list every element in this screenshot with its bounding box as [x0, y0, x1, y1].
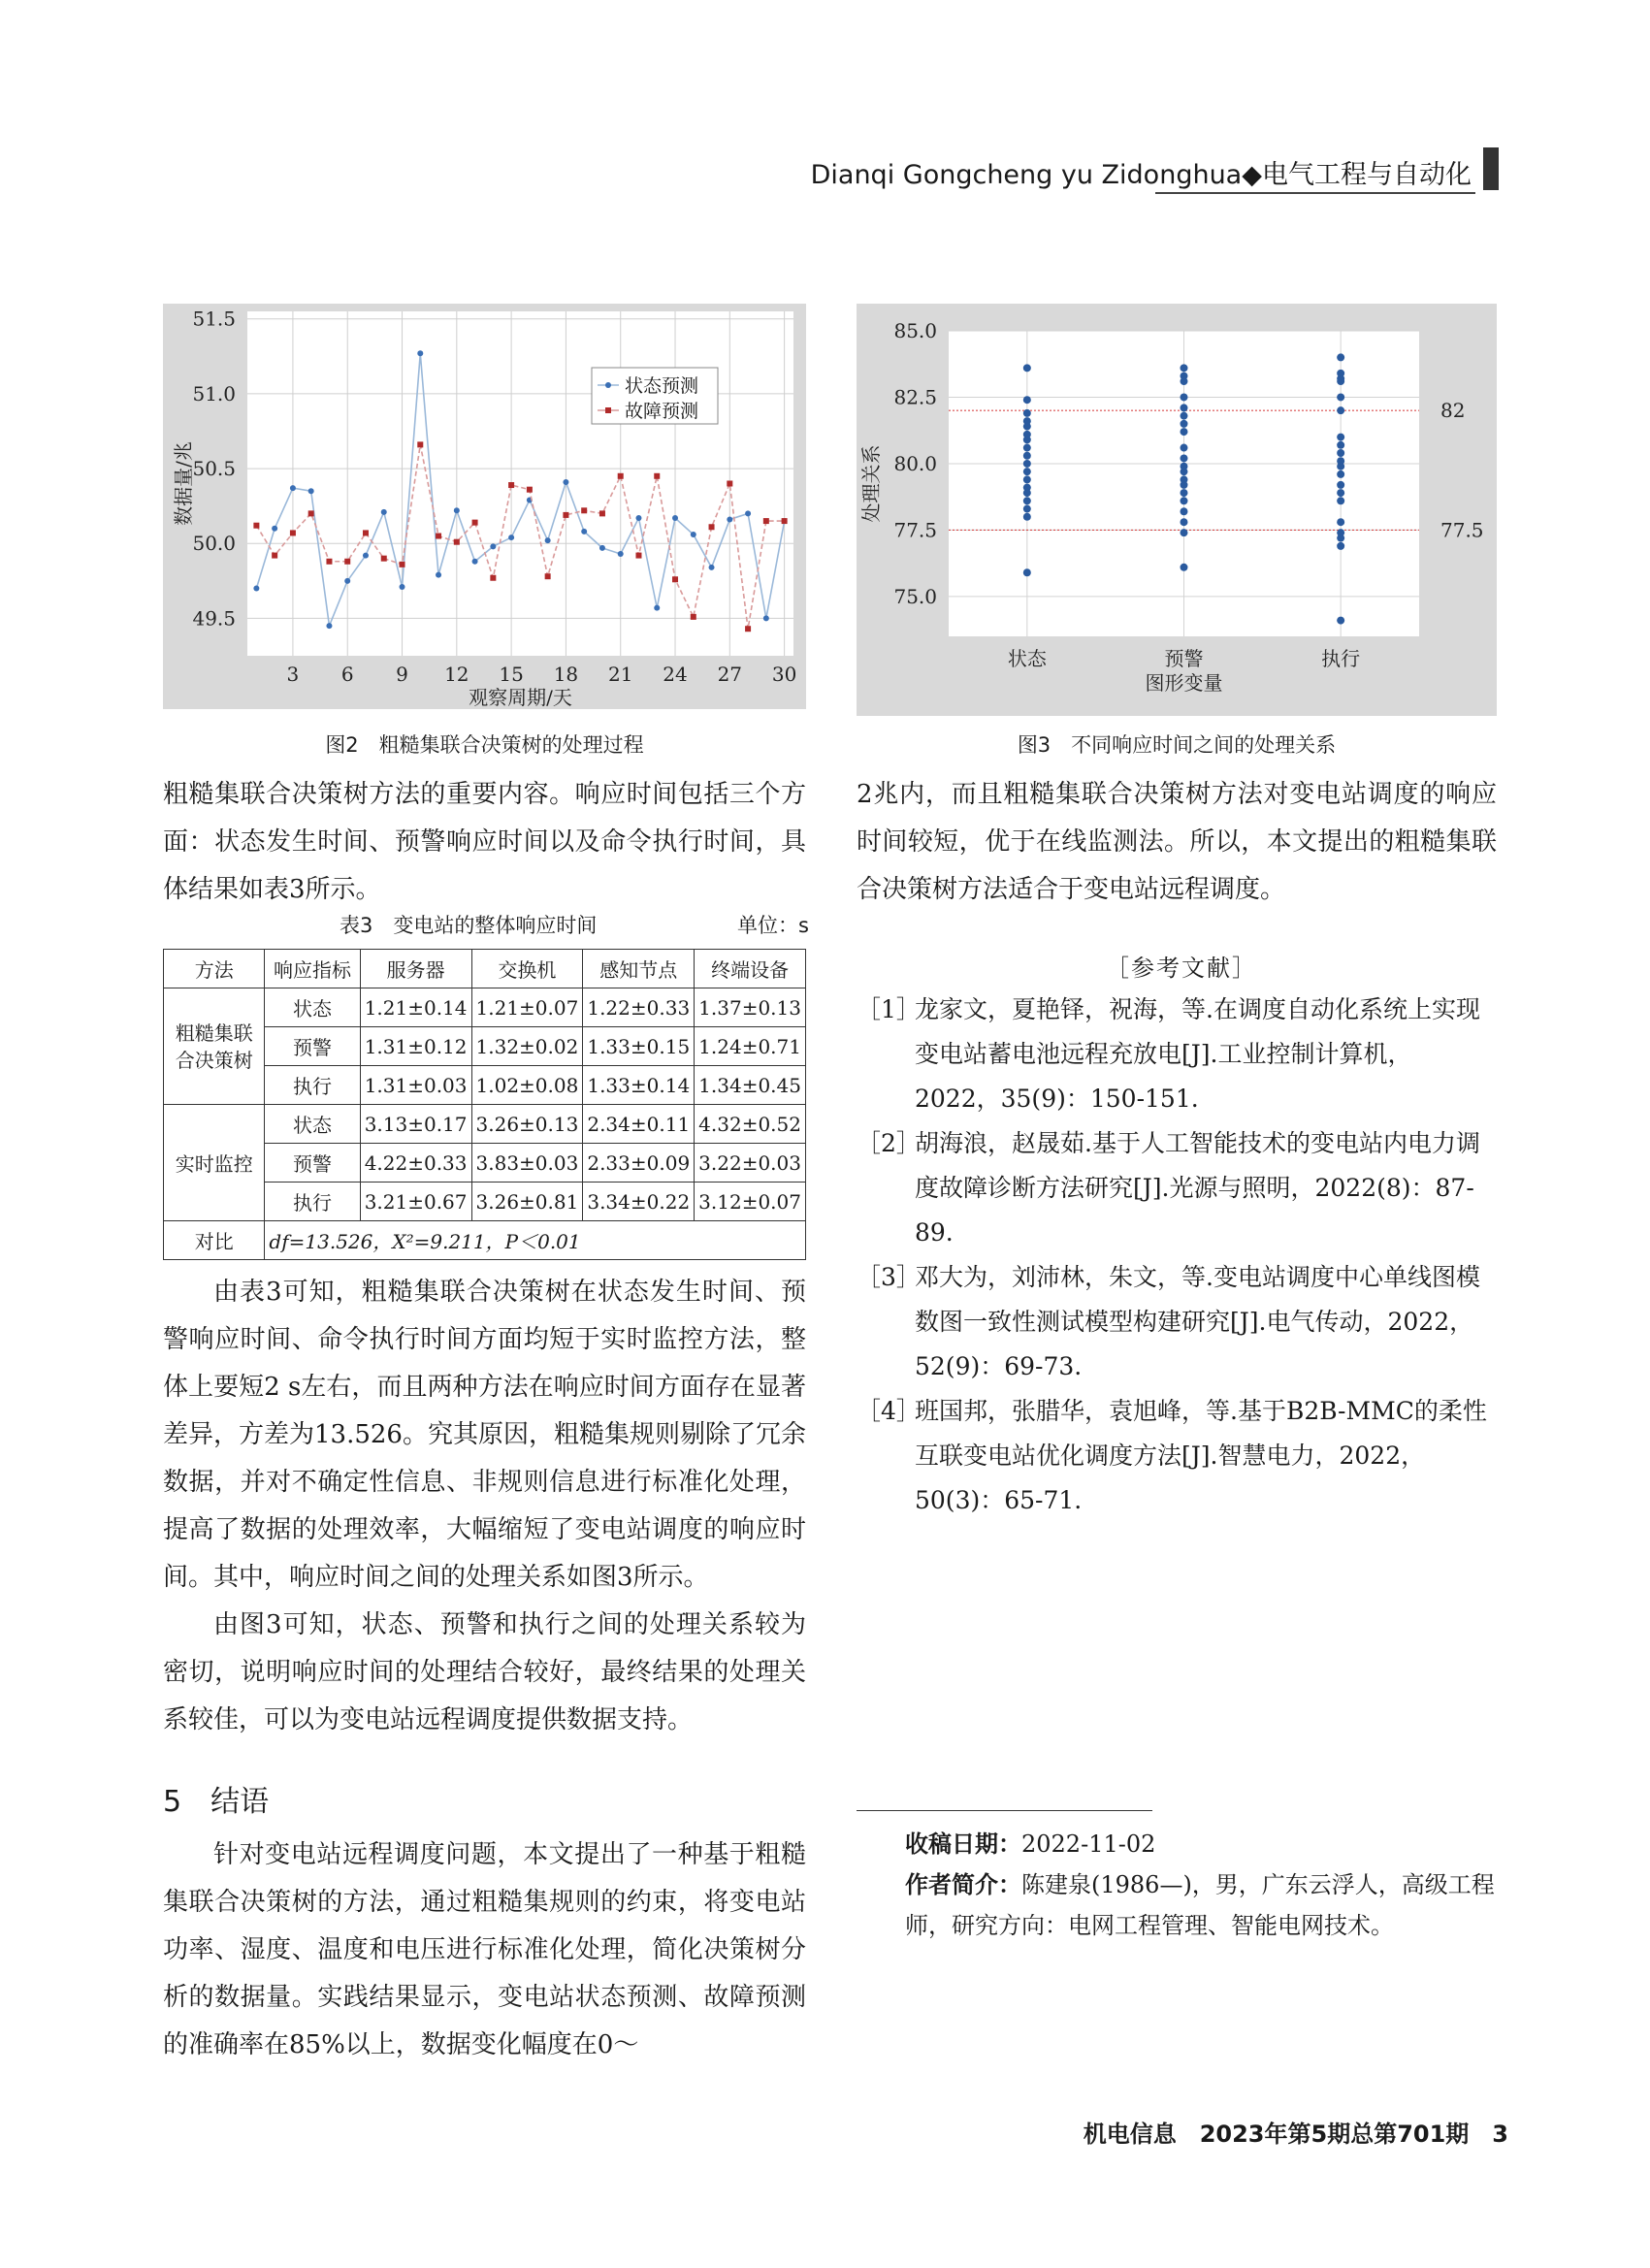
footnote — [905, 1824, 1497, 1946]
y-tick-label: 50.5 — [192, 457, 236, 481]
data-point — [1181, 393, 1188, 401]
data-point — [1337, 449, 1344, 457]
col1-paragraph-1 — [163, 771, 806, 914]
data-point — [1337, 463, 1344, 470]
data-point — [727, 481, 732, 487]
data-point — [1337, 518, 1344, 526]
x-tick-label: 30 — [771, 663, 797, 686]
table-cell: 预警 — [265, 1027, 360, 1066]
paragraph: 针对变电站远程调度问题，本文提出了一种基于粗糙集联合决策树的方法，通过粗糙集规则的约束，将变电站功率、湿度、温度和电压进行标准化处理，简化决策树分析的数据量。实践结果显示，变电站状态预测、故障预测的准确率在85%以上，数据变化幅度在0～ — [163, 1840, 806, 2059]
data-point — [1337, 497, 1344, 504]
data-point — [1023, 423, 1031, 431]
table-cell: 执行 — [265, 1066, 360, 1105]
data-point — [691, 532, 696, 537]
data-point — [1337, 353, 1344, 361]
method-cell: 实时监控 — [164, 1105, 265, 1221]
data-point — [1337, 434, 1344, 441]
journal-pinyin: Dianqi Gongcheng yu Zidonghua — [810, 160, 1243, 190]
data-point — [508, 482, 514, 488]
data-point — [672, 515, 678, 521]
data-point — [654, 473, 660, 479]
legend-label: 状态预测 — [625, 375, 699, 397]
table-cell: 2.34±0.11 — [583, 1105, 695, 1144]
data-point — [1023, 475, 1031, 483]
data-point — [290, 485, 296, 491]
author-label: 作者简介： — [905, 1871, 1021, 1898]
y-tick-label: 50.0 — [192, 532, 236, 556]
data-point — [727, 517, 732, 523]
figure-2 — [163, 304, 806, 709]
data-point — [599, 510, 605, 516]
data-point — [1337, 441, 1344, 449]
figure-2-caption: 图2 粗糙集联合决策树的处理过程 — [325, 733, 644, 757]
table-cell: 状态 — [265, 988, 360, 1027]
reference-text: 邓大为，刘沛林，朱文，等.变电站调度中心单线图模数图一致性测试模型构建研究[J].电气传动，2022，52(9)：69-73. — [915, 1263, 1480, 1380]
data-point — [1181, 489, 1188, 497]
data-point — [763, 615, 769, 621]
data-point — [545, 573, 551, 579]
data-point — [1023, 460, 1031, 468]
y-tick-label: 82.5 — [893, 385, 937, 409]
data-point — [1337, 393, 1344, 401]
data-point — [344, 578, 350, 584]
reference-text: 龙家文，夏艳铎，祝海，等.在调度自动化系统上实现变电站蓄电池远程充放电[J].工业控制计算机，2022，35(9)：150-151. — [915, 995, 1480, 1113]
data-point — [381, 556, 387, 562]
table-cell: 1.24±0.71 — [695, 1027, 806, 1066]
data-point — [563, 479, 568, 485]
table-row — [164, 1105, 806, 1144]
received-label: 收稿日期： — [905, 1831, 1021, 1858]
table-cell: 3.26±0.81 — [471, 1183, 583, 1221]
table-cell: 状态 — [265, 1105, 360, 1144]
references-title: ［参考文献］ — [1106, 955, 1257, 982]
page-footer: 机电信息 2023年第5期总第701期 3 — [1083, 2121, 1508, 2148]
x-axis-label: 图形变量 — [1145, 671, 1223, 695]
table-header-row — [164, 950, 806, 988]
data-point — [1181, 454, 1188, 462]
received-value: 2022-11-02 — [1021, 1831, 1156, 1858]
data-point — [635, 515, 641, 521]
table-3 — [163, 949, 806, 1260]
table-cell: 3.22±0.03 — [695, 1144, 806, 1183]
x-tick-label: 18 — [553, 663, 579, 686]
table-header: 终端设备 — [695, 950, 806, 988]
y-tick-label: 80.0 — [893, 451, 937, 475]
table-cell: 1.21±0.07 — [471, 988, 583, 1027]
x-tick-label: 执行 — [1321, 647, 1361, 670]
compare-value: df=13.526，X²=9.211，P＜0.01 — [265, 1221, 806, 1260]
data-point — [527, 487, 533, 493]
paragraph: 2兆内，而且粗糙集联合决策树方法对变电站调度的响应时间较短，优于在线监测法。所以，本文提出的粗糙集联合决策树方法适合于变电站远程调度。 — [857, 780, 1497, 904]
fig2-chart — [163, 304, 806, 709]
data-point — [253, 523, 259, 529]
y-tick-label: 77.5 — [893, 518, 937, 542]
data-point — [436, 572, 441, 578]
footnote-rule — [857, 1810, 1152, 1811]
header-rule — [1155, 192, 1475, 194]
table-cell: 3.12±0.07 — [695, 1183, 806, 1221]
table-cell: 3.83±0.03 — [471, 1144, 583, 1183]
data-point — [472, 520, 478, 526]
reference-item — [857, 988, 1497, 1121]
references — [857, 988, 1497, 1523]
data-point — [490, 543, 496, 549]
data-point — [326, 559, 332, 565]
data-point — [1181, 564, 1188, 571]
table-3-caption: 表3 变电站的整体响应时间 — [340, 914, 598, 937]
data-point — [1023, 505, 1031, 513]
data-point — [508, 535, 514, 540]
received-date — [905, 1824, 1497, 1864]
reference-label: 82 — [1440, 399, 1466, 423]
table-header: 感知节点 — [583, 950, 695, 988]
data-point — [654, 605, 660, 611]
x-tick-label: 24 — [663, 663, 688, 686]
data-point — [308, 488, 314, 494]
table-cell: 1.31±0.12 — [360, 1027, 471, 1066]
paragraph: 粗糙集联合决策树方法的重要内容。响应时间包括三个方面：状态发生时间、预警响应时间以及命令执行时间，具体结果如表3所示。 — [163, 780, 806, 904]
reference-text: 班国邦，张腊华，袁旭峰，等.基于B2B-MMC的柔性互联变电站优化调度方法[J].智慧电力，2022，50(3)：65-71. — [915, 1397, 1487, 1514]
table-cell: 2.33±0.09 — [583, 1144, 695, 1183]
data-point — [1181, 481, 1188, 489]
data-point — [618, 473, 624, 479]
reference-item — [857, 1255, 1497, 1389]
plot-area — [247, 311, 793, 656]
data-point — [1337, 489, 1344, 497]
data-point — [454, 507, 460, 513]
x-tick-label: 6 — [340, 663, 354, 686]
data-point — [1181, 404, 1188, 411]
data-point — [672, 576, 678, 582]
table-header: 响应指标 — [265, 950, 360, 988]
table-cell: 1.32±0.02 — [471, 1027, 583, 1066]
data-point — [635, 553, 641, 559]
data-point — [1023, 452, 1031, 460]
x-tick-label: 15 — [499, 663, 524, 686]
data-point — [1181, 428, 1188, 436]
reference-number: ［3］ — [857, 1263, 921, 1291]
data-point — [472, 559, 478, 565]
data-point — [1023, 364, 1031, 372]
reference-item — [857, 1121, 1497, 1255]
y-axis-label: 数据量/兆 — [172, 441, 195, 526]
col1-paragraph-3 — [163, 1831, 806, 2069]
x-tick-label: 预警 — [1164, 647, 1204, 670]
legend-marker — [605, 382, 611, 388]
table-row — [164, 1221, 806, 1260]
x-tick-label: 12 — [444, 663, 469, 686]
y-tick-label: 51.5 — [192, 307, 236, 331]
x-tick-label: 9 — [396, 663, 408, 686]
data-point — [1023, 489, 1031, 497]
data-point — [308, 510, 314, 516]
data-point — [290, 530, 296, 535]
fig3-chart — [857, 304, 1497, 716]
data-point — [1181, 518, 1188, 526]
reference-number: ［1］ — [857, 995, 921, 1023]
data-point — [381, 509, 387, 515]
x-tick-label: 状态 — [1007, 647, 1047, 670]
paragraph: 由图3可知，状态、预警和执行之间的处理关系较为密切，说明响应时间的处理结合较好，最终结果的处理关系较佳，可以为变电站远程调度提供数据支持。 — [163, 1610, 806, 1734]
figure-3-caption: 图3 不同响应时间之间的处理关系 — [1017, 733, 1337, 757]
section-title: 结语 — [210, 1785, 270, 1819]
author-bio — [905, 1864, 1497, 1946]
table-cell: 1.37±0.13 — [695, 988, 806, 1027]
data-point — [1337, 542, 1344, 550]
y-tick-label: 49.5 — [192, 606, 236, 631]
table-header: 交换机 — [471, 950, 583, 988]
data-point — [1337, 617, 1344, 625]
data-point — [1337, 406, 1344, 414]
data-point — [618, 551, 624, 557]
data-point — [1181, 507, 1188, 515]
data-point — [1023, 568, 1031, 576]
data-point — [691, 614, 696, 620]
table-cell: 1.34±0.45 — [695, 1066, 806, 1105]
data-point — [545, 537, 551, 543]
table-cell: 3.34±0.22 — [583, 1183, 695, 1221]
data-point — [1181, 497, 1188, 504]
data-point — [1023, 396, 1031, 404]
x-tick-label: 21 — [607, 663, 633, 686]
data-point — [436, 534, 441, 539]
table-cell: 1.21±0.14 — [360, 988, 471, 1027]
y-tick-label: 75.0 — [893, 584, 937, 608]
data-point — [1337, 377, 1344, 385]
legend-label: 故障预测 — [625, 401, 699, 422]
diamond-icon: ◆ — [1242, 160, 1262, 190]
section-heading — [163, 1777, 269, 1820]
data-point — [1181, 468, 1188, 475]
data-point — [581, 507, 587, 513]
reference-text: 胡海浪，赵晟茹.基于人工智能技术的变电站内电力调度故障诊断方法研究[J].光源与照明，2022(8)：87-89. — [915, 1129, 1480, 1247]
data-point — [417, 350, 423, 356]
data-point — [326, 623, 332, 629]
data-point — [1181, 444, 1188, 452]
table-row — [164, 988, 806, 1027]
data-point — [454, 539, 460, 545]
table-header: 方法 — [164, 950, 265, 988]
y-axis-label: 处理关系 — [859, 444, 883, 523]
reference-label: 77.5 — [1440, 518, 1484, 542]
y-tick-label: 51.0 — [192, 381, 236, 405]
x-axis-label: 观察周期/天 — [469, 686, 572, 709]
table-header: 服务器 — [360, 950, 471, 988]
data-point — [344, 559, 350, 565]
running-header-text — [811, 153, 1472, 191]
table-cell: 3.26±0.13 — [471, 1105, 583, 1144]
data-point — [1181, 364, 1188, 372]
table-3-unit: 单位：s — [737, 914, 809, 937]
data-point — [782, 518, 788, 524]
data-point — [763, 518, 769, 524]
data-point — [400, 584, 405, 590]
table-cell: 4.22±0.33 — [360, 1144, 471, 1183]
col2-paragraph-1 — [857, 771, 1497, 914]
table-cell: 1.22±0.33 — [583, 988, 695, 1027]
data-point — [363, 530, 369, 535]
author-value: 陈建泉(1986—)，男，广东云浮人，高级工程师，研究方向：电网工程管理、智能电网技术。 — [905, 1871, 1495, 1939]
data-point — [1337, 535, 1344, 542]
data-point — [1023, 468, 1031, 475]
x-tick-label: 27 — [717, 663, 743, 686]
data-point — [563, 512, 568, 518]
table-cell: 4.32±0.52 — [695, 1105, 806, 1144]
table-cell: 1.02±0.08 — [471, 1066, 583, 1105]
data-point — [272, 553, 277, 559]
data-point — [1337, 481, 1344, 489]
data-point — [490, 575, 496, 581]
data-point — [1023, 436, 1031, 443]
table-cell: 1.33±0.15 — [583, 1027, 695, 1066]
header-bar — [1483, 147, 1499, 190]
data-point — [709, 565, 715, 570]
data-point — [745, 626, 751, 632]
data-point — [1023, 409, 1031, 417]
data-point — [1181, 377, 1188, 385]
table-cell: 执行 — [265, 1183, 360, 1221]
table-cell: 3.13±0.17 — [360, 1105, 471, 1144]
legend-marker — [605, 407, 611, 413]
table-cell: 1.31±0.03 — [360, 1066, 471, 1105]
data-point — [272, 526, 277, 532]
data-point — [253, 586, 259, 592]
reference-number: ［2］ — [857, 1129, 921, 1157]
col1-paragraph-2 — [163, 1269, 806, 1744]
y-tick-label: 85.0 — [893, 319, 937, 342]
data-point — [1023, 513, 1031, 521]
data-point — [400, 562, 405, 567]
table-cell: 1.33±0.14 — [583, 1066, 695, 1105]
legend — [592, 368, 718, 424]
data-point — [417, 441, 423, 447]
reference-number: ［4］ — [857, 1397, 921, 1425]
journal-name: 电气工程与自动化 — [1262, 160, 1472, 190]
section-number: 5 — [163, 1785, 182, 1819]
data-point — [363, 553, 369, 559]
data-point — [1023, 497, 1031, 504]
paragraph: 由表3可知，粗糙集联合决策树在状态发生时间、预警响应时间、命令执行时间方面均短于实时监控方法，整体上要短2 s左右，而且两种方法在响应时间方面存在显著差异，方差为13.526。究其原因，粗糙集规则剔除了冗余数据，并对不确定性信息、非规则信息进行标准化处理，提高了数据的处理效率，大幅缩短了变电站调度的响应时间。其中，响应时间之间的处理关系如图3所示。 — [163, 1278, 806, 1592]
data-point — [709, 524, 715, 530]
data-point — [745, 510, 751, 516]
data-point — [1181, 412, 1188, 420]
table-cell: 3.21±0.67 — [360, 1183, 471, 1221]
table-cell: 预警 — [265, 1144, 360, 1183]
data-point — [581, 529, 587, 535]
running-header — [810, 146, 1499, 194]
data-point — [1181, 420, 1188, 428]
reference-item — [857, 1389, 1497, 1523]
data-point — [1337, 470, 1344, 478]
compare-label: 对比 — [164, 1221, 265, 1260]
figure-3 — [857, 304, 1497, 716]
data-point — [599, 545, 605, 551]
x-tick-label: 3 — [286, 663, 300, 686]
data-point — [1023, 444, 1031, 452]
data-point — [1181, 529, 1188, 536]
method-cell: 粗糙集联合决策树 — [164, 988, 265, 1105]
